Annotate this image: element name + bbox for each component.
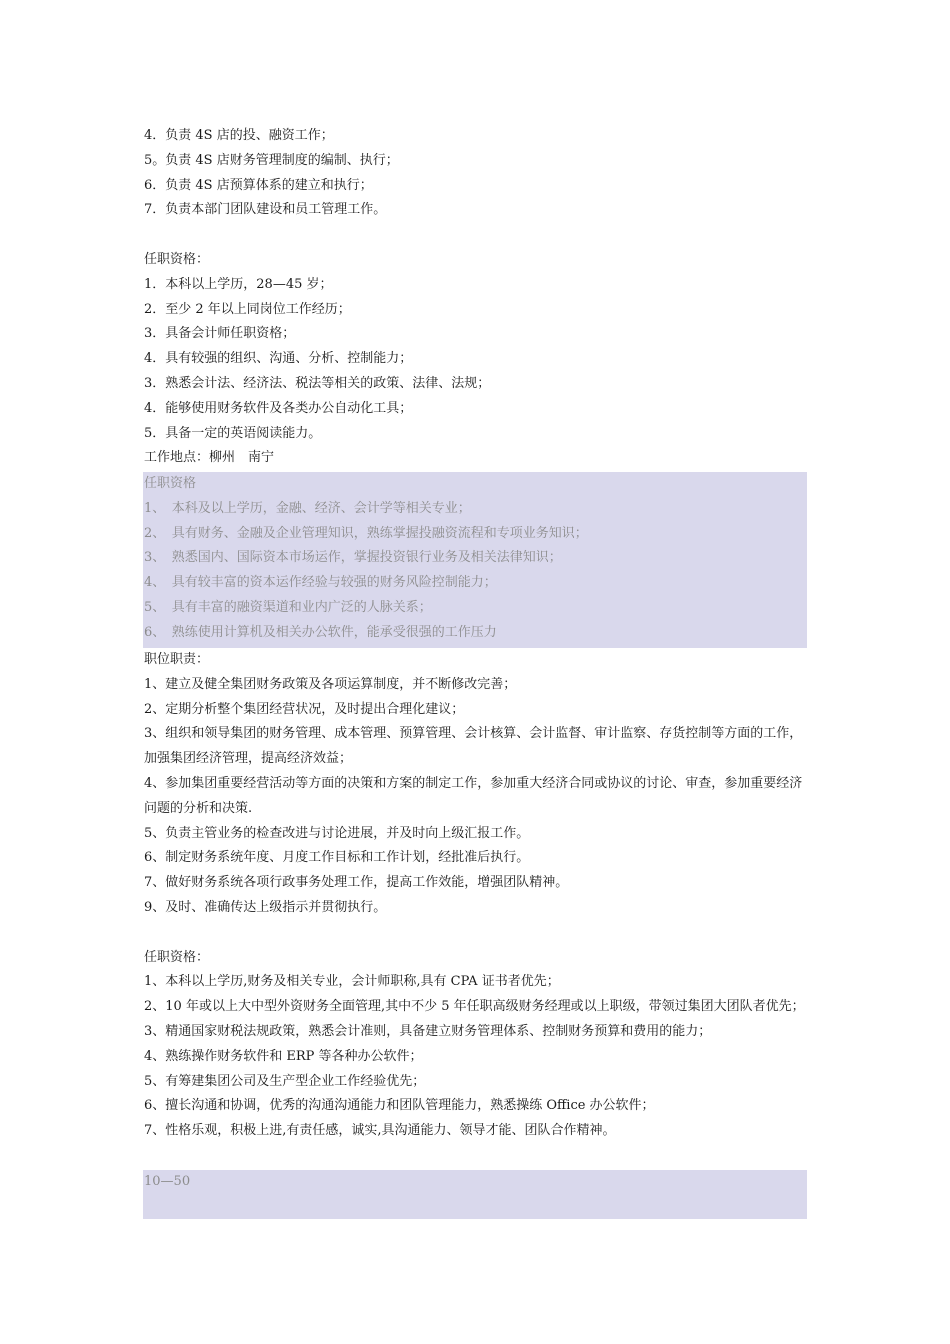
text-line: 6、制定财务系统年度、月度工作目标和工作计划，经批准后执行。	[144, 850, 530, 866]
section-heading: 职位职责：	[144, 652, 210, 667]
text-line: 2．至少 2 年以上同岗位工作经历；	[144, 301, 351, 317]
text-line: 1、 本科及以上学历，金融、经济、会计学等相关专业；	[144, 500, 471, 516]
text-line: 1、建立及健全集团财务政策及各项运算制度，并不断修改完善；	[144, 676, 517, 692]
text-line: 7．负责本部门团队建设和员工管理工作。	[144, 202, 387, 218]
text-line: 4、 具有较丰富的资本运作经验与较强的财务风险控制能力；	[144, 575, 497, 591]
text-line: 3、精通国家财税法规政策，熟悉会计准则，具备建立财务管理体系、控制财务预算和费用的能力；	[144, 1023, 712, 1039]
shaded-footer-block	[143, 1170, 807, 1219]
text-line: 5．具备一定的英语阅读能力。	[144, 425, 322, 441]
section-heading: 任职资格：	[144, 949, 210, 965]
text-line: 5。负责 4S 店财务管理制度的编制、执行；	[144, 152, 399, 168]
text-line: 6、擅长沟通和协调，优秀的沟通沟通能力和团队管理能力，熟悉操练 Office 办公软件；	[144, 1098, 655, 1114]
text-line: 4．具有较强的组织、沟通、分析、控制能力；	[144, 351, 413, 367]
work-location: 工作地点：柳州 南宁	[144, 450, 275, 466]
text-line: 9、及时、准确传达上级指示并贯彻执行。	[144, 899, 387, 915]
text-line: 3、 熟悉国内、国际资本市场运作，掌握投资银行业务及相关法律知识；	[144, 550, 562, 566]
text-line: 2、 具有财务、金融及企业管理知识，熟练掌握投融资流程和专项业务知识；	[144, 525, 588, 541]
text-line: 7、做好财务系统各项行政事务处理工作，提高工作效能，增强团队精神。	[144, 875, 569, 891]
text-line: 5、负责主管业务的检查改进与讨论进展，并及时向上级汇报工作。	[144, 825, 530, 841]
text-line: 7、性格乐观，积极上进,有责任感，诚实,具沟通能力、领导才能、团队合作精神。	[144, 1123, 616, 1139]
text-line: 2、定期分析整个集团经营状况，及时提出合理化建议；	[144, 701, 465, 717]
text-line: 5、有筹建集团公司及生产型企业工作经验优先；	[144, 1073, 426, 1089]
text-line: 1、本科以上学历,财务及相关专业，会计师职称,具有 CPA 证书者优先；	[144, 974, 560, 990]
text-line: 3．具备会计师任职资格；	[144, 326, 296, 342]
text-line: 2、10 年或以上大中型外资财务全面管理,其中不少 5 年任职高级财务经理或以上职级，带领过集团大团队者优先；	[144, 999, 805, 1015]
shaded-qualifications-block	[143, 472, 807, 648]
section-heading: 任职资格	[144, 476, 197, 491]
section-heading: 任职资格：	[144, 251, 210, 267]
spacer	[144, 921, 806, 946]
range-value: 10—50	[144, 1174, 191, 1189]
text-line: 4．能够使用财务软件及各类办公自动化工具；	[144, 400, 413, 416]
text-line: 6．负责 4S 店预算体系的建立和执行；	[144, 177, 373, 193]
text-line: 1．本科以上学历，28—45 岁；	[144, 276, 333, 292]
text-line: 3．熟悉会计法、经济法、税法等相关的政策、法律、法规；	[144, 375, 491, 391]
duties-section	[144, 648, 806, 1144]
text-line: 3、组织和领导集团的财务管理、成本管理、预算管理、会计核算、会计监督、审计监察、存货控制等方面的工作，加强集团经济管理，提高经济效益；	[144, 726, 803, 767]
text-line: 5、 具有丰富的融资渠道和业内广泛的人脉关系；	[144, 599, 432, 615]
spacer	[144, 223, 806, 248]
text-line: 4、参加集团重要经营活动等方面的决策和方案的制定工作，参加重大经济合同或协议的讨论、审查，参加重要经济问题的分析和决策.	[144, 775, 803, 816]
text-line: 4．负责 4S 店的投、融资工作；	[144, 128, 334, 143]
text-line: 6、 熟练使用计算机及相关办公软件，能承受很强的工作压力	[144, 624, 497, 640]
duties-continued	[144, 124, 806, 471]
text-line: 4、熟练操作财务软件和 ERP 等各种办公软件；	[144, 1048, 423, 1064]
